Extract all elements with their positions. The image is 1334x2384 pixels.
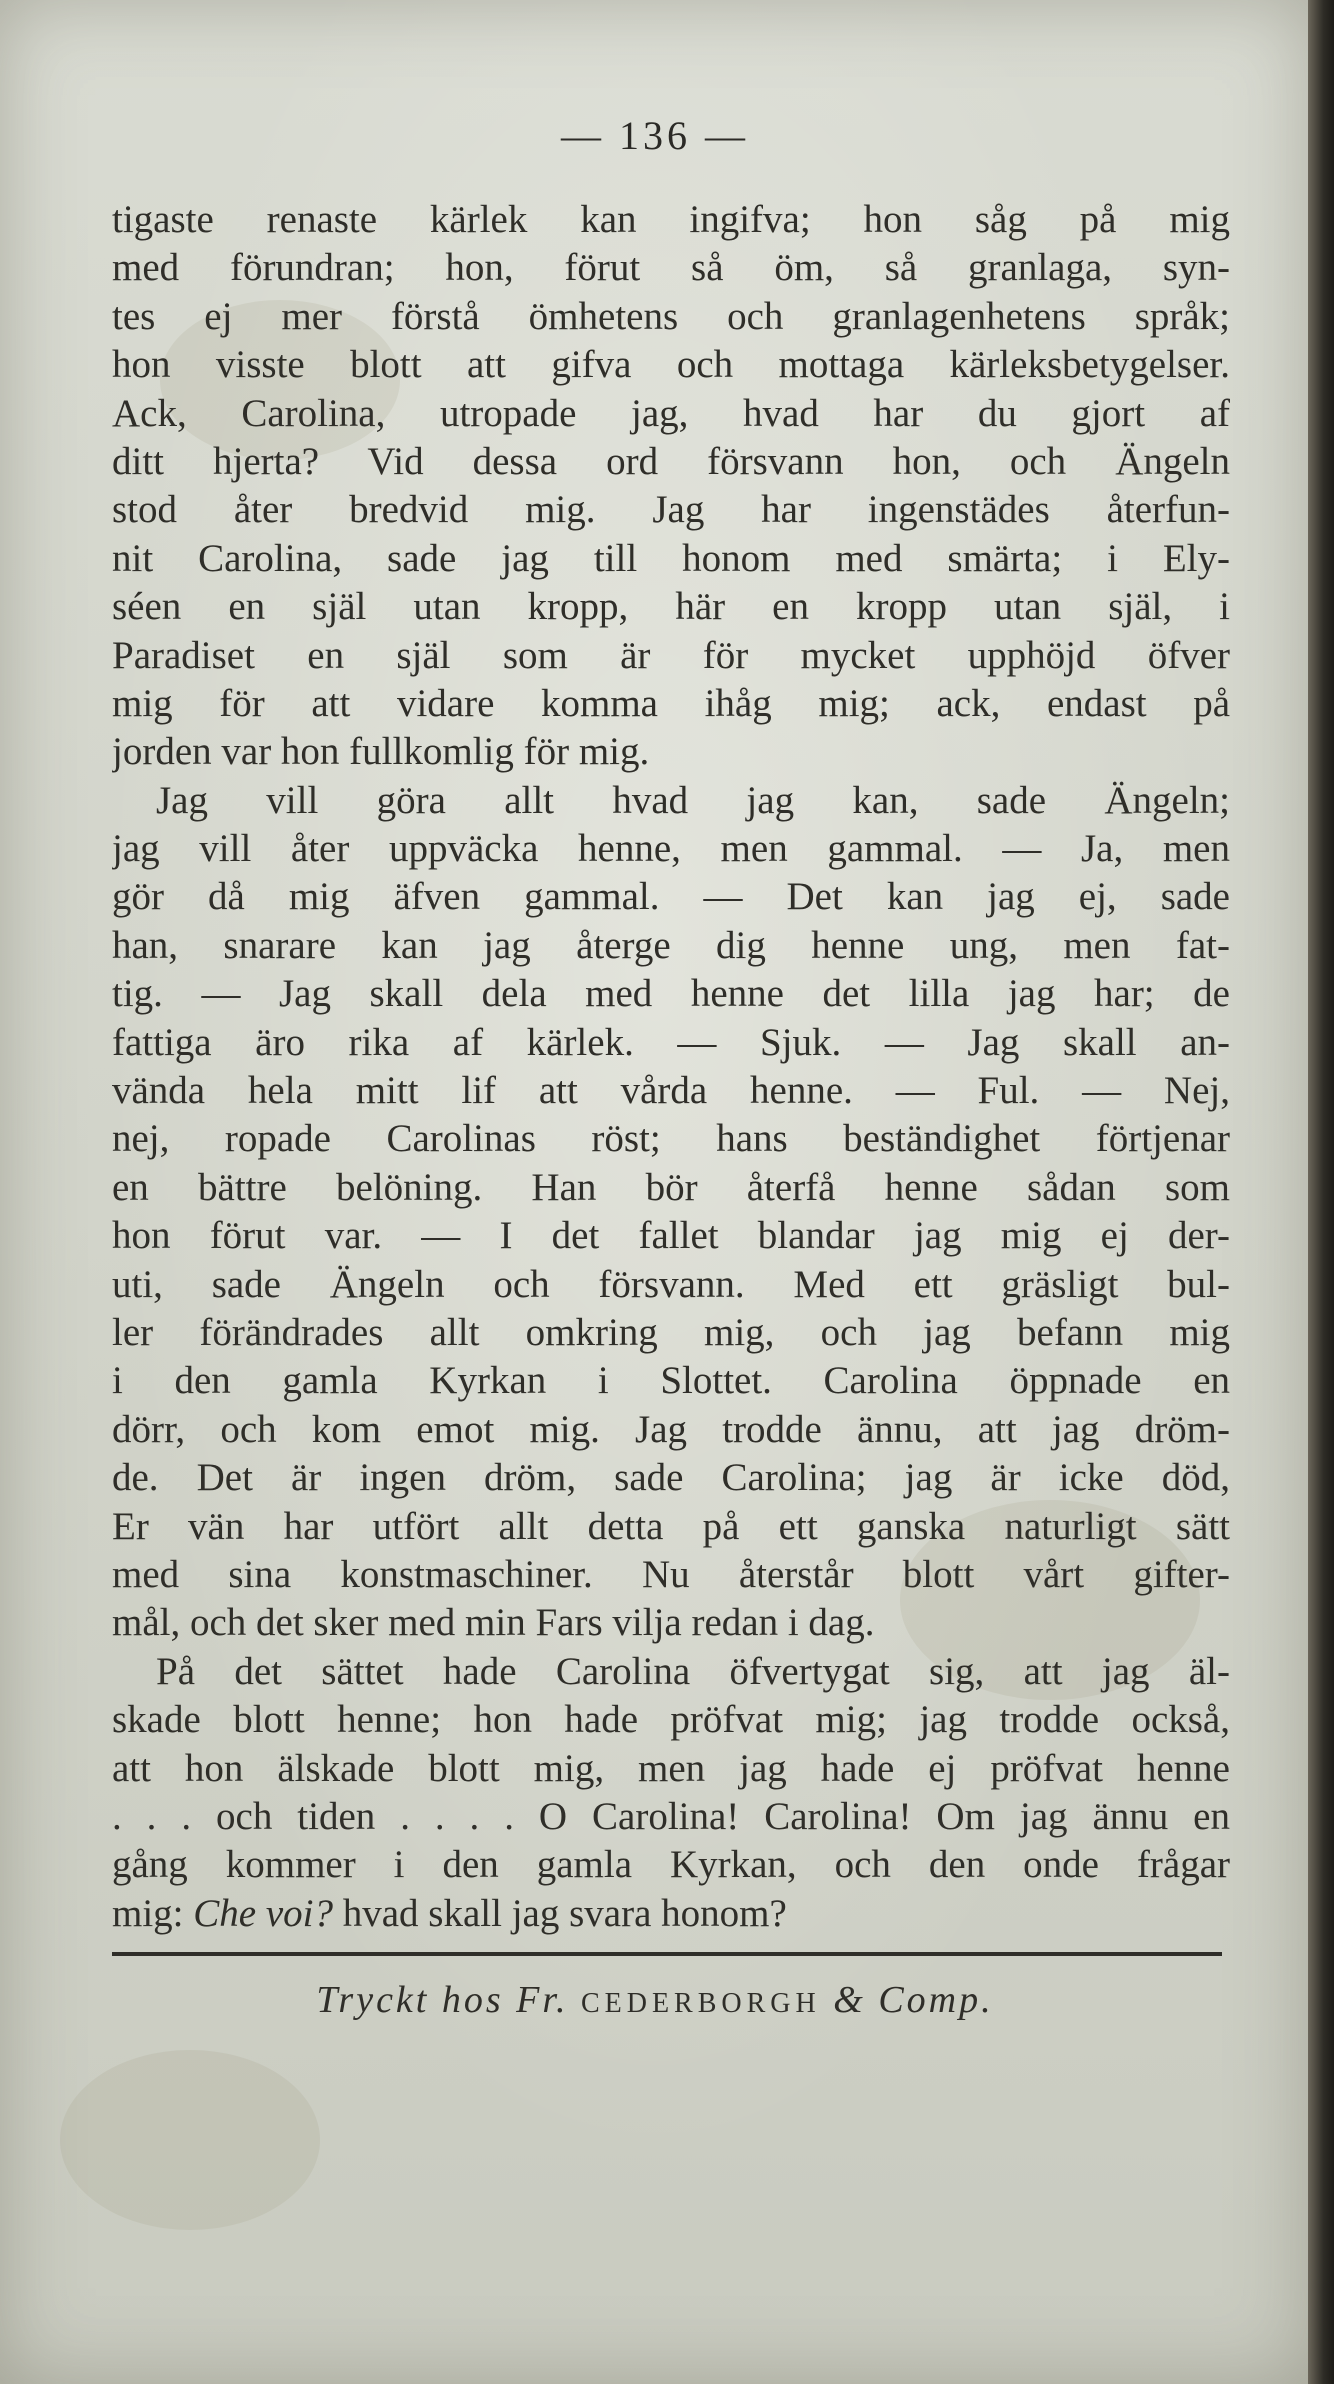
imprint-space <box>568 1979 581 2021</box>
text-line: nit Carolina, sade jag till honom med smärta; i Ely- <box>112 536 1230 580</box>
final-line-end: hvad skall jag svara honom? <box>332 1891 787 1935</box>
imprint-suffix: Comp. <box>878 1979 994 2021</box>
imprint-name-b: CEDERBORGH <box>580 1988 821 2019</box>
text-line: de. Det är ingen dröm, sade Carolina; jag är icke död, <box>112 1456 1230 1500</box>
text-line: Er vän har utfört allt detta på ett ganska naturligt sätt <box>112 1504 1230 1548</box>
text-line: gör då mig äfven gammal. — Det kan jag ej, sade <box>112 875 1230 919</box>
text-line: mig för att vidare komma ihåg mig; ack, endast på <box>112 681 1230 725</box>
page-number-header: — 136 — <box>561 113 749 158</box>
imprint-amp: & <box>833 1979 866 2021</box>
text-line: ditt hjerta? Vid dessa ord försvann hon, och Ängeln <box>112 439 1230 483</box>
text-line: Ack, Carolina, utropade jag, hvad har du gjort af <box>112 391 1230 435</box>
text-line: nej, ropade Carolinas röst; hans beständighet förtjenar <box>112 1117 1230 1161</box>
final-line-start: mig: <box>112 1891 194 1935</box>
separator-rule <box>112 1952 1222 1956</box>
text-line: skade blott henne; hon hade pröfvat mig; jag trodde också, <box>112 1698 1230 1742</box>
text-line: tig. — Jag skall dela med henne det lilla jag har; de <box>112 972 1230 1016</box>
text-line: att hon älskade blott mig, men jag hade ej pröfvat henne <box>112 1746 1230 1790</box>
text-line: dörr, och kom emot mig. Jag trodde ännu, att jag dröm- <box>112 1407 1230 1451</box>
text-line: jag vill åter uppväcka henne, men gammal. — Ja, men <box>112 827 1230 871</box>
text-line: en bättre belöning. Han bör återfå henne sådan som <box>112 1165 1230 1209</box>
text-line: ler förändrades allt omkring mig, och jag befann mig <box>112 1310 1230 1354</box>
text-line: gång kommer i den gamla Kyrkan, och den onde frågar <box>112 1843 1230 1887</box>
text-line: med förundran; hon, förut så öm, så granlaga, syn- <box>112 246 1230 290</box>
text-line: Paradiset en själ som är för mycket upphöjd öfver <box>112 633 1230 677</box>
printer-imprint <box>0 1978 1310 2022</box>
text-line-final <box>112 1890 1230 1938</box>
text-line: uti, sade Ängeln och försvann. Med ett gräsligt bul- <box>112 1262 1230 1306</box>
text-line: stod åter bredvid mig. Jag har ingenstädes återfun- <box>112 488 1230 532</box>
text-line: mål, och det sker med min Fars vilja redan i dag. <box>112 1601 875 1645</box>
text-line: vända hela mitt lif att vårda henne. — Ful. — Nej, <box>112 1069 1230 1113</box>
text-line: i den gamla Kyrkan i Slottet. Carolina öppnade en <box>112 1359 1230 1403</box>
imprint-space <box>821 1979 834 2021</box>
text-line: fattiga äro rika af kärlek. — Sjuk. — Jag skall an- <box>112 1020 1230 1064</box>
page-edge-shadow <box>1308 0 1334 2384</box>
text-line: På det sättet hade Carolina öfvertygat sig, att jag äl- <box>156 1649 1230 1693</box>
imprint-name-a: Fr. <box>516 1979 569 2021</box>
text-line: jorden var hon fullkomlig för mig. <box>112 730 650 774</box>
text-line: tes ej mer förstå ömhetens och granlagenhetens språk; <box>112 294 1230 338</box>
final-line-italic: Che voi? <box>193 1891 333 1935</box>
text-line: med sina konstmaschiner. Nu återstår blott vårt gifter- <box>112 1552 1230 1596</box>
body-text <box>112 196 1230 1938</box>
text-line: Jag vill göra allt hvad jag kan, sade Ängeln; <box>156 778 1230 822</box>
paper-stain <box>60 2050 320 2230</box>
imprint-prefix: Tryckt hos <box>316 1979 517 2021</box>
text-line: tigaste renaste kärlek kan ingifva; hon såg på mig <box>112 198 1230 241</box>
imprint-space <box>866 1979 879 2021</box>
text-line: hon förut var. — I det fallet blandar jag mig ej der- <box>112 1214 1230 1258</box>
text-line: han, snarare kan jag återge dig henne ung, men fat- <box>112 923 1230 967</box>
text-line: séen en själ utan kropp, här en kropp utan själ, i <box>112 585 1230 629</box>
text-line: . . . och tiden . . . . O Carolina! Carolina! Om jag ännu en <box>112 1794 1230 1838</box>
text-line: hon visste blott att gifva och mottaga kärleksbetygelser. <box>112 343 1230 387</box>
